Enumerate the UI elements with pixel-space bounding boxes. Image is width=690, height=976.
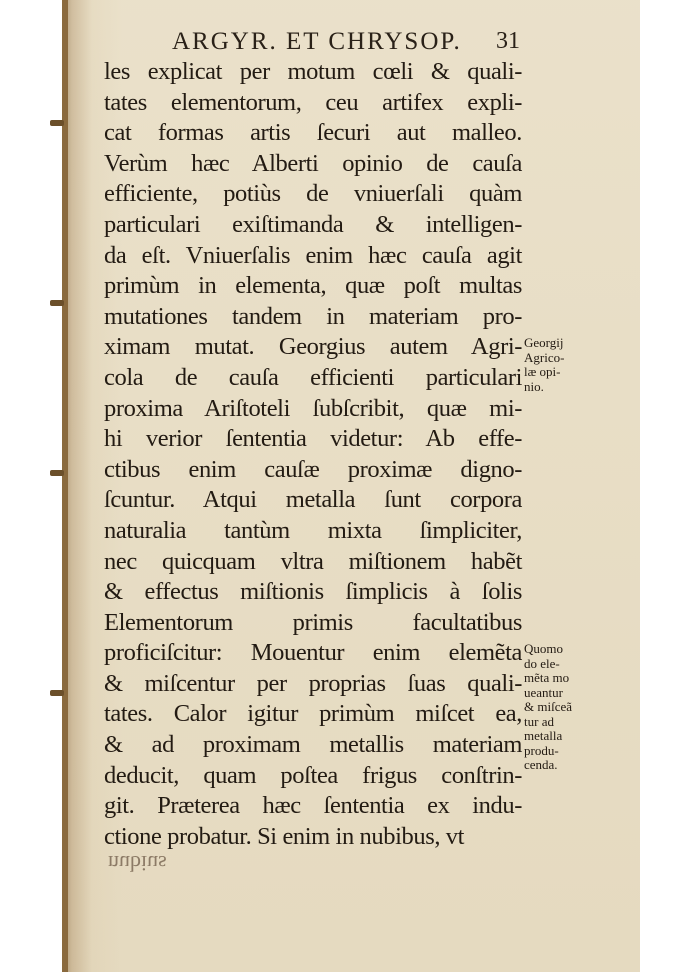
margin-note-line: & miſceã xyxy=(524,699,573,714)
running-head: ARGYR. ET CHRYSOP. xyxy=(172,28,462,55)
text-line: tates elementorum, ceu artifex expli- xyxy=(104,88,522,116)
margin-note-line: Agrico- xyxy=(524,349,565,365)
text-line: cat formas artis ſecuri aut malleo. xyxy=(104,119,522,147)
margin-note-line: produ- xyxy=(524,742,559,758)
text-line: ſcuntur. Atqui metalla ſunt corpora xyxy=(104,486,522,514)
margin-note-line: tur ad xyxy=(524,713,554,729)
text-line: ctione probatur. Si enim in nubibus, vt xyxy=(104,822,465,850)
text-line: mutationes tandem in materiam pro- xyxy=(104,302,522,330)
text-line: Verùm hæc Alberti opinio de cauſa xyxy=(104,149,522,177)
margin-note-line: do ele- xyxy=(524,655,560,671)
text-line: git. Præterea hæc ſententia ex indu- xyxy=(104,792,522,820)
margin-note-quomodo xyxy=(524,642,598,773)
text-line: proficiſcitur: Mouentur enim elemẽta xyxy=(104,639,522,667)
text-line: & effectus miſtionis ſimplicis à ſolis xyxy=(104,578,522,606)
margin-note-line: ueantur xyxy=(524,684,563,700)
text-line: da eſt. Vniuerſalis enim hæc cauſa agit xyxy=(104,241,522,269)
margin-note-georgij xyxy=(524,336,598,394)
margin-note-line: Quomo xyxy=(524,641,563,656)
catchword: nubius xyxy=(108,851,167,876)
text-line: naturalia tantùm mixta ſimpliciter, xyxy=(104,516,522,544)
text-line: ctibus enim cauſæ proximæ digno- xyxy=(104,455,522,483)
text-line: les explicat per motum cœli & quali- xyxy=(104,58,522,85)
text-line: particulari exiſtimanda & intelligen- xyxy=(104,210,522,238)
margin-note-line: metalla xyxy=(524,728,563,743)
text-line: nec quicquam vltra miſtionem habẽt xyxy=(104,547,522,575)
text-line: cola de cauſa efficienti particulari xyxy=(104,363,522,391)
binding-edge xyxy=(62,0,68,972)
margin-note-line: læ opi- xyxy=(524,364,561,379)
text-line: proxima Ariſtoteli ſubſcribit, quæ mi- xyxy=(104,394,522,422)
margin-note-line: mẽta mo xyxy=(524,670,570,685)
binding-mark xyxy=(50,690,64,696)
text-line: primùm in elementa, quæ poſt multas xyxy=(104,272,522,300)
text-line: hi verior ſententia videtur: Ab effe- xyxy=(104,425,522,453)
text-line: deducit, quam poſtea frigus conſtrin- xyxy=(104,761,522,789)
binding-mark xyxy=(50,120,64,126)
text-line: & miſcentur per proprias ſuas quali- xyxy=(104,669,522,697)
body-text xyxy=(104,57,522,852)
text-line: ximam mutat. Georgius autem Agri- xyxy=(104,333,522,361)
text-line: efficiente, potiùs de vniuerſali quàm xyxy=(104,180,522,208)
binding-mark xyxy=(50,470,64,476)
margin-note-line: nio. xyxy=(524,378,544,394)
binding-mark xyxy=(50,300,64,306)
text-line: Elementorum primis facultatibus xyxy=(104,608,522,636)
text-line: & ad proximam metallis materiam xyxy=(104,731,522,759)
page-number: 31 xyxy=(496,28,520,54)
text-line: tates. Calor igitur primùm miſcet ea, xyxy=(104,700,522,728)
margin-note-line: Georgij xyxy=(524,335,564,350)
margin-note-line: cenda. xyxy=(524,757,558,772)
